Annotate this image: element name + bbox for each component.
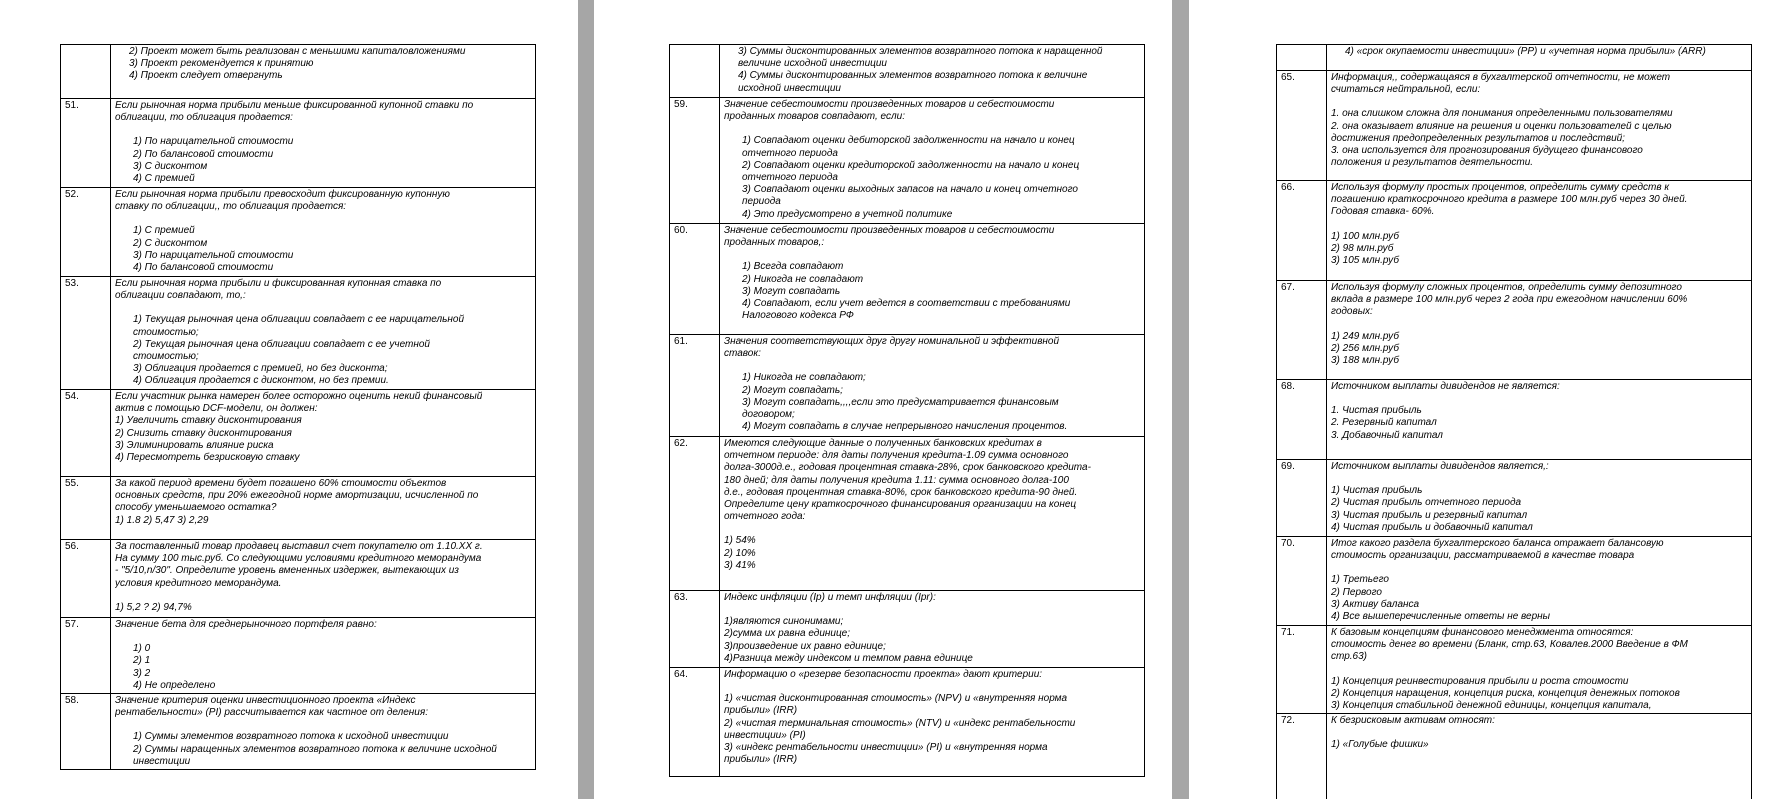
question-number: 67. bbox=[1277, 281, 1327, 379]
question-number: 53. bbox=[61, 277, 111, 389]
answer-option: 3) Облигация продается с премией, но без дисконта; bbox=[133, 363, 388, 375]
document-page-3 bbox=[1189, 0, 1786, 799]
answer-option: стоимостью; bbox=[133, 351, 199, 363]
question-text-line: Значение себестоимости произведенных товаров и себестоимости bbox=[724, 225, 1055, 236]
question-text-line: погашению краткосрочного кредита в размере 100 млн.руб через 30 дней. bbox=[1331, 194, 1688, 206]
question-row bbox=[670, 591, 1144, 668]
question-row bbox=[1277, 380, 1751, 460]
question-text-line: 1) 1.8 2) 5,47 3) 2,29 bbox=[115, 514, 209, 526]
question-text-line: Если рыночная норма прибыли превосходит фиксированную купонную bbox=[115, 189, 450, 200]
question-row bbox=[1277, 460, 1751, 537]
question-row bbox=[670, 224, 1144, 335]
question-row bbox=[61, 188, 535, 277]
question-content bbox=[720, 437, 1144, 590]
question-number: 69. bbox=[1277, 460, 1327, 536]
question-text-line: ставок: bbox=[724, 348, 761, 360]
question-text-line: 1. она слишком сложна для понимания определенными пользователями bbox=[1331, 108, 1673, 120]
questions-table-page-3 bbox=[1276, 44, 1752, 799]
question-content bbox=[111, 99, 535, 187]
question-text-line: инвестиции» (PI) bbox=[724, 729, 806, 741]
answer-option: 4) С премией bbox=[133, 173, 195, 185]
question-row bbox=[1277, 181, 1751, 281]
answer-option: 4) По балансовой стоимости bbox=[133, 262, 274, 274]
question-content bbox=[720, 335, 1144, 436]
question-text-line: Используя формулу сложных процентов, определить сумму депозитного bbox=[1331, 282, 1682, 293]
question-content bbox=[1327, 460, 1751, 536]
answer-option: 4) Совпадают, если учет ведется в соответствии с требованиями bbox=[742, 298, 1071, 310]
question-text-line: проданных товаров,: bbox=[724, 237, 825, 249]
question-text-line: 1) Чистая прибыль bbox=[1331, 485, 1423, 497]
question-text-line bbox=[1331, 664, 1747, 676]
question-text-line: Имеются следующие данные о полученных банковских кредитах в bbox=[724, 438, 1042, 449]
answer-option: 1) Суммы элементов возвратного потока к исходной инвестиции bbox=[133, 731, 449, 743]
question-row bbox=[61, 540, 535, 618]
question-content bbox=[1327, 714, 1751, 799]
question-text-line: 2) 10% bbox=[724, 547, 756, 559]
question-number: 71. bbox=[1277, 626, 1327, 713]
answer-option: 4) Могут совпадать в случае непрерывного начисления процентов. bbox=[742, 421, 1068, 433]
question-number: 64. bbox=[670, 668, 720, 776]
question-text-line: Значение бета для среднерыночного портфеля равно: bbox=[115, 619, 377, 630]
question-row bbox=[1277, 281, 1751, 380]
answer-option: 2) Могут совпадать; bbox=[742, 384, 843, 396]
question-text-line: Годовая ставка- 60%. bbox=[1331, 206, 1435, 218]
question-text-line: Значение себестоимости произведенных товаров и себестоимости bbox=[724, 99, 1055, 110]
answer-option: 2) Суммы наращенных элементов возвратного потока к величине исходной bbox=[133, 743, 497, 755]
answer-option: 2) С дисконтом bbox=[133, 237, 208, 249]
question-text-line: Источником выплаты дивидендов является,: bbox=[1331, 461, 1549, 472]
question-number: 52. bbox=[61, 188, 111, 276]
question-text-line: 2) 256 млн.руб bbox=[1331, 342, 1399, 354]
question-number bbox=[61, 45, 111, 98]
answer-option: 3) С дисконтом bbox=[133, 160, 208, 172]
question-row bbox=[670, 45, 1144, 98]
question-text-line: 1. Чистая прибыль bbox=[1331, 405, 1422, 417]
answer-option: 3) Могут совпадать bbox=[742, 285, 841, 297]
question-text-line: 2) Снизить ставку дисконтирования bbox=[115, 427, 292, 439]
answer-option: периода bbox=[742, 196, 781, 208]
question-content bbox=[1327, 45, 1751, 70]
question-number: 60. bbox=[670, 224, 720, 334]
question-content bbox=[720, 98, 1144, 223]
question-text-line: отчетном периоде: для даты получения кредита-1.09 сумма основного bbox=[724, 450, 1069, 462]
answer-option: 1) Текущая рыночная цена облигации совпадает с ее нарицательной bbox=[133, 314, 465, 326]
question-text-line: 3) 41% bbox=[724, 559, 756, 571]
question-number: 55. bbox=[61, 477, 111, 539]
answer-option: 2) 1 bbox=[133, 655, 151, 667]
answer-option: договором; bbox=[742, 409, 795, 421]
question-text-line: К базовым концепциям финансового менеджмента относятся: bbox=[1331, 627, 1634, 638]
question-text-line: 4) Пересмотреть безрисковую ставку bbox=[115, 452, 300, 464]
question-row bbox=[61, 618, 535, 694]
question-number: 56. bbox=[61, 540, 111, 617]
question-text-line: - "5/10,n/30". Определите уровень вмененных издержек, вытекающих из bbox=[115, 565, 459, 577]
answer-option: 3) Могут совпадать,,,,если это предусматривается финансовым bbox=[742, 396, 1059, 408]
question-text-line: 1) 100 млн.руб bbox=[1331, 230, 1399, 242]
answer-option: 2) Никогда не совпадают bbox=[742, 273, 864, 285]
question-number: 54. bbox=[61, 390, 111, 476]
question-text-line: 1) 5,2 ? 2) 94,7% bbox=[115, 601, 192, 613]
question-text-line: 2. она оказывает влияние на решения и оценки пользователей с целью bbox=[1331, 120, 1672, 132]
question-text-line bbox=[115, 590, 531, 602]
question-text-line bbox=[724, 523, 1140, 535]
question-text-line: Индекс инфляции (Ip) и темп инфляции (Ipr): bbox=[724, 592, 936, 603]
continued-line: исходной инвестиции bbox=[738, 82, 841, 94]
question-text-line: актив с помощью DCF-модели, он должен: bbox=[115, 403, 318, 415]
question-number: 51. bbox=[61, 99, 111, 187]
question-text-line: достижения предопределенных результатов и последствий; bbox=[1331, 132, 1625, 144]
question-text-line: прибыли» (IRR) bbox=[724, 754, 798, 766]
answer-option: 4) Облигация продается с дисконтом, но без премии. bbox=[133, 375, 389, 387]
question-text-line: ставку по облигации,, то облигация продается: bbox=[115, 201, 347, 213]
answer-option: отчетного периода bbox=[742, 147, 838, 159]
question-content bbox=[111, 694, 535, 769]
question-text-line: 2)сумма их равна единице; bbox=[724, 628, 851, 640]
questions-table-page-1 bbox=[60, 44, 536, 770]
question-text-line: д.е., годовая процентная ставка-80%, срок банковского кредита-90 дней. bbox=[724, 486, 1078, 498]
question-text-line: 1) Концепция реинвестирования прибыли и роста стоимости bbox=[1331, 675, 1629, 687]
question-text-line: Если рыночная норма прибыли меньше фиксированной купонной ставки по bbox=[115, 100, 474, 111]
answer-option: 4) Это предусмотрено в учетной политике bbox=[742, 208, 953, 220]
question-text-line: Информация,, содержащаяся в бухгалтерской отчетности, не может bbox=[1331, 72, 1671, 83]
answer-option: отчетного периода bbox=[742, 172, 838, 184]
question-text-line: 3) Чистая прибыль и резервный капитал bbox=[1331, 509, 1528, 521]
question-text-line: Значения соответствующих друг другу номинальной и эффективной bbox=[724, 336, 1060, 347]
question-row bbox=[61, 477, 535, 540]
answer-option: 1) По нарицательной стоимости bbox=[133, 136, 294, 148]
question-content bbox=[111, 45, 535, 98]
questions-table-page-2 bbox=[669, 44, 1145, 777]
answer-option: 2) Текущая рыночная цена облигации совпадает с ее учетной bbox=[133, 338, 430, 350]
question-row bbox=[670, 437, 1144, 591]
question-text-line: Если рыночная норма прибыли и фиксированная купонная ставка по bbox=[115, 278, 442, 289]
spacer bbox=[115, 719, 531, 731]
question-content bbox=[1327, 626, 1751, 713]
question-text-line: Определите цену краткосрочного финансирования организации на конец bbox=[724, 499, 1077, 511]
question-text-line: 1)являются синонимами; bbox=[724, 616, 844, 628]
question-text-line: Используя формулу простых процентов, определить сумму средств к bbox=[1331, 182, 1670, 193]
question-text-line: 3) 188 млн.руб bbox=[1331, 355, 1399, 367]
answer-option: стоимостью; bbox=[133, 326, 199, 338]
question-text-line bbox=[1331, 96, 1747, 108]
question-text-line: 2) Концепция наращения, концепция риска, концепция денежных потоков bbox=[1331, 687, 1680, 699]
question-content bbox=[1327, 281, 1751, 379]
question-row bbox=[1277, 626, 1751, 714]
question-row bbox=[61, 277, 535, 390]
question-text-line: 1) 249 млн.руб bbox=[1331, 330, 1399, 342]
question-text-line: 3) Концепция стабильной денежной единицы, концепция капитала, bbox=[1331, 700, 1652, 712]
question-text-line: Информацию о «резерве безопасности проекта» дают критерии: bbox=[724, 669, 1043, 680]
question-text-line: долга-3000д.е., годовая процентная ставка-28%, срок банковского кредита- bbox=[724, 462, 1091, 474]
question-row bbox=[670, 668, 1144, 777]
question-row bbox=[670, 335, 1144, 437]
continued-line: 2) Проект может быть реализован с меньшими капиталовложениями bbox=[129, 46, 466, 57]
question-row bbox=[61, 45, 535, 99]
document-page-1 bbox=[0, 0, 578, 799]
question-text-line: прибыли» (IRR) bbox=[724, 705, 798, 717]
question-number: 70. bbox=[1277, 537, 1327, 625]
question-text-line bbox=[1331, 473, 1747, 485]
question-text-line bbox=[1331, 219, 1747, 231]
question-number: 72. bbox=[1277, 714, 1327, 799]
question-text-line: Итог какого раздела бухгалтерского баланса отражает балансовую bbox=[1331, 538, 1664, 549]
question-text-line: 3) Элиминировать влияние риска bbox=[115, 439, 274, 451]
question-number: 63. bbox=[670, 591, 720, 667]
question-text-line: способу уменьшаемого остатка? bbox=[115, 502, 277, 514]
question-text-line bbox=[1331, 319, 1747, 331]
answer-option: 3) По нарицательной стоимости bbox=[133, 249, 294, 261]
continued-line: 4) «срок окупаемости инвестиции» (PP) и «учетная норма прибыли» (ARR) bbox=[1345, 46, 1706, 57]
continued-line: 3) Проект рекомендуется к принятию bbox=[129, 58, 314, 70]
question-text-line: 3)произведение их равно единице; bbox=[724, 640, 886, 652]
continued-line: 4) Суммы дисконтированных элементов возвратного потока к величине bbox=[738, 70, 1088, 82]
question-text-line: Источником выплаты дивидендов не является: bbox=[1331, 381, 1560, 392]
question-content bbox=[720, 668, 1144, 776]
answer-option: 2) Совпадают оценки кредиторской задолженности на начало и конец bbox=[742, 159, 1080, 171]
question-text-line: 4)Разница между индексом и темпом равна единице bbox=[724, 652, 973, 664]
question-text-line: стр.63) bbox=[1331, 651, 1368, 663]
answer-option: 3) Совпадают оценки выходных запасов на начало и конец отчетного bbox=[742, 184, 1078, 196]
question-text-line: 180 дней; для даты получения кредита 1.11: сумма основного долга-100 bbox=[724, 474, 1069, 486]
question-number: 62. bbox=[670, 437, 720, 590]
question-text-line: 2. Резервный капитал bbox=[1331, 417, 1437, 429]
question-number: 58. bbox=[61, 694, 111, 769]
question-content bbox=[720, 45, 1144, 97]
question-text-line: Если участник рынка намерен более осторожно оценить некий финансовый bbox=[115, 391, 483, 402]
question-row bbox=[61, 390, 535, 477]
question-row bbox=[1277, 45, 1751, 71]
question-content bbox=[720, 591, 1144, 667]
question-text-line: 4) Чистая прибыль и добавочный капитал bbox=[1331, 521, 1533, 533]
question-row bbox=[61, 99, 535, 188]
spacer bbox=[115, 302, 531, 314]
question-text-line: 3. она используется для прогнозирования будущего финансового bbox=[1331, 145, 1643, 157]
question-text-line: 2) Чистая прибыль отчетного периода bbox=[1331, 497, 1522, 509]
question-content bbox=[1327, 380, 1751, 459]
question-row bbox=[1277, 71, 1751, 181]
question-text-line: 3) «индекс рентабельности инвестиции» (PI) и «внутренняя норма bbox=[724, 742, 1048, 754]
spacer bbox=[724, 249, 1140, 261]
question-text-line: 1) «чистая дисконтированная стоимость» (NPV) и «внутренняя норма bbox=[724, 693, 1068, 705]
question-text-line bbox=[724, 604, 1140, 616]
continued-line: величине исходной инвестиции bbox=[738, 58, 887, 70]
answer-option: 2) По балансовой стоимости bbox=[133, 148, 274, 160]
answer-option: 1) 0 bbox=[133, 643, 151, 655]
question-row bbox=[61, 694, 535, 770]
question-content bbox=[1327, 537, 1751, 625]
spacer bbox=[724, 123, 1140, 135]
question-text-line: облигации, то облигация продается: bbox=[115, 112, 293, 124]
answer-option: 4) Не определено bbox=[133, 679, 216, 691]
question-text-line: 3) Активу баланса bbox=[1331, 598, 1420, 610]
continued-line: 3) Суммы дисконтированных элементов возвратного потока к наращенной bbox=[738, 46, 1103, 57]
continued-line: 4) Проект следует отвергнуть bbox=[129, 70, 283, 82]
question-text-line: За какой период времени будет погашено 60% стоимости объектов bbox=[115, 478, 447, 489]
question-text-line bbox=[724, 681, 1140, 693]
spacer bbox=[724, 360, 1140, 372]
question-text-line: считаться нейтральной, если: bbox=[1331, 84, 1481, 96]
question-text-line bbox=[1331, 562, 1747, 574]
question-content bbox=[111, 618, 535, 693]
question-number: 59. bbox=[670, 98, 720, 223]
question-text-line: За поставленный товар продавец выставил счет покупателю от 1.10.XX г. bbox=[115, 541, 483, 552]
question-text-line: стоимость организации, рассматриваемой в качестве товара bbox=[1331, 550, 1635, 562]
question-text-line: положения и результатов деятельности. bbox=[1331, 157, 1534, 169]
question-row bbox=[1277, 537, 1751, 626]
question-row bbox=[670, 98, 1144, 224]
question-content bbox=[111, 477, 535, 539]
question-text-line: условия кредитного меморандума. bbox=[115, 577, 282, 589]
answer-option: инвестиции bbox=[133, 755, 191, 767]
question-content bbox=[111, 277, 535, 389]
answer-option: 3) 2 bbox=[133, 667, 151, 679]
answer-option: 1) С премией bbox=[133, 225, 195, 237]
question-text-line bbox=[1331, 393, 1747, 405]
question-text-line: 1) Третьего bbox=[1331, 574, 1389, 586]
answer-option: 1) Всегда совпадают bbox=[742, 261, 844, 273]
question-content bbox=[1327, 71, 1751, 180]
question-content bbox=[1327, 181, 1751, 280]
question-number bbox=[670, 45, 720, 97]
question-text-line: 1) 54% bbox=[724, 535, 756, 547]
question-text-line: облигации совпадают, то,: bbox=[115, 290, 246, 302]
question-text-line: вклада в размере 100 млн.руб через 2 года при ежегодном начислении 60% bbox=[1331, 294, 1688, 306]
question-number bbox=[1277, 45, 1327, 70]
question-number: 65. bbox=[1277, 71, 1327, 180]
question-number: 66. bbox=[1277, 181, 1327, 280]
question-content bbox=[111, 188, 535, 276]
question-content bbox=[111, 390, 535, 476]
question-content bbox=[111, 540, 535, 617]
question-text-line: стоимость денег во времени (Бланк, стр.63, Ковалев.2000 Введение в ФМ bbox=[1331, 639, 1688, 651]
question-number: 68. bbox=[1277, 380, 1327, 459]
question-text-line: отчетного года: bbox=[724, 511, 806, 523]
question-number: 57. bbox=[61, 618, 111, 693]
question-text-line: 3) 105 млн.руб bbox=[1331, 255, 1399, 267]
question-text-line: К безрисковым активам относят: bbox=[1331, 715, 1495, 726]
question-text-line: 2) 98 млн.руб bbox=[1331, 242, 1394, 254]
spacer bbox=[115, 213, 531, 225]
question-text-line: 1) «Голубые фишки» bbox=[1331, 739, 1429, 751]
question-number: 61. bbox=[670, 335, 720, 436]
question-text-line: 4) Все вышеперечисленные ответы не верны bbox=[1331, 611, 1551, 623]
question-text-line: проданных товаров совпадают, если: bbox=[724, 111, 905, 123]
spacer bbox=[115, 631, 531, 643]
question-text-line bbox=[1331, 727, 1747, 739]
answer-option: 1) Никогда не совпадают; bbox=[742, 372, 866, 384]
question-text-line: На сумму 100 тыс.руб. Со следующими условиями кредитного меморандума bbox=[115, 553, 482, 565]
question-row bbox=[1277, 714, 1751, 799]
question-text-line: годовых: bbox=[1331, 306, 1373, 318]
question-text-line: основных средств, при 20% ежегодной норме амортизации, исчисленной по bbox=[115, 490, 479, 502]
question-text-line: 3. Добавочный капитал bbox=[1331, 429, 1443, 441]
question-text-line: 2) Первого bbox=[1331, 586, 1382, 598]
question-text-line: рентабельности» (PI) рассчитывается как частное от деления: bbox=[115, 707, 428, 719]
question-text-line: 1) Увеличить ставку дисконтирования bbox=[115, 415, 302, 427]
question-text-line: 2) «чистая терминальная стоимость» (NTV) и «индекс рентабельности bbox=[724, 717, 1076, 729]
answer-option: Налогового кодекса РФ bbox=[742, 310, 854, 322]
question-text-line: Значение критерия оценки инвестиционного проекта «Индекс bbox=[115, 695, 416, 706]
spacer bbox=[115, 124, 531, 136]
answer-option: 1) Совпадают оценки дебиторской задолженности на начало и конец bbox=[742, 135, 1075, 147]
question-content bbox=[720, 224, 1144, 334]
question-text-line bbox=[1331, 712, 1747, 713]
document-page-2 bbox=[594, 0, 1172, 799]
